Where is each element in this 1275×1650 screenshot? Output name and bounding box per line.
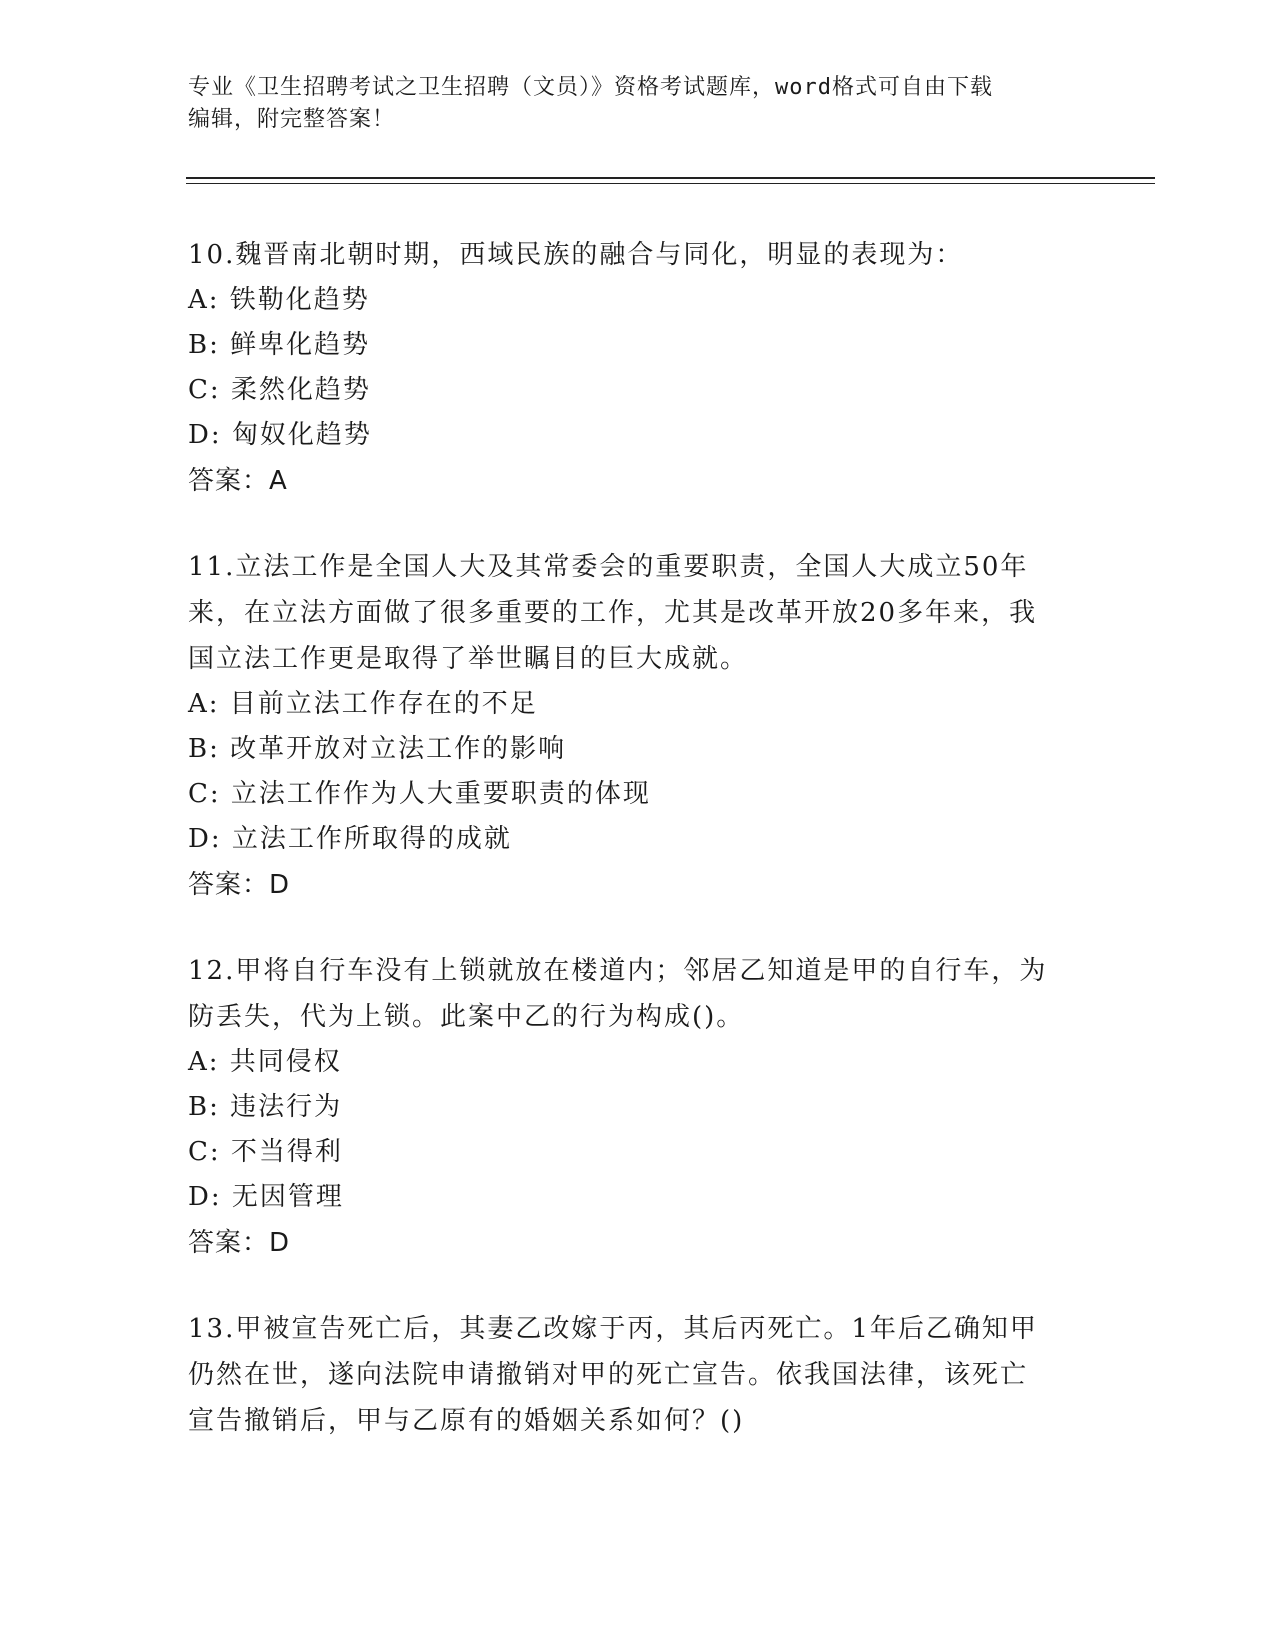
option-b: B: 违法行为 bbox=[188, 1092, 343, 1122]
answer: 答案：A bbox=[188, 466, 288, 496]
option-c: C: 立法工作作为人大重要职责的体现 bbox=[188, 779, 651, 809]
document-header bbox=[188, 72, 1088, 136]
question-stem-line: 宣告撤销后，甲与乙原有的婚姻关系如何？() bbox=[188, 1406, 745, 1436]
header-line-1: 专业《卫生招聘考试之卫生招聘（文员）》资格考试题库，word格式可自由下载 bbox=[188, 75, 993, 100]
option-a: A: 铁勒化趋势 bbox=[188, 285, 370, 315]
header-divider-thick bbox=[186, 177, 1155, 179]
question-10 bbox=[188, 232, 1078, 504]
question-stem-line: 仍然在世，遂向法院申请撤销对甲的死亡宣告。依我国法律，该死亡 bbox=[188, 1360, 1029, 1390]
question-stem-line: 国立法工作更是取得了举世瞩目的巨大成就。 bbox=[188, 644, 749, 674]
option-d: D: 匈奴化趋势 bbox=[188, 420, 372, 450]
option-d: D: 立法工作所取得的成就 bbox=[188, 824, 512, 854]
question-list bbox=[188, 232, 1078, 1484]
option-a: A: 共同侵权 bbox=[188, 1047, 342, 1077]
question-stem-line: 10.魏晋南北朝时期，西域民族的融合与同化，明显的表现为： bbox=[188, 240, 964, 270]
option-d: D: 无因管理 bbox=[188, 1182, 344, 1212]
question-stem-line: 11.立法工作是全国人大及其常委会的重要职责，全国人大成立50年 bbox=[188, 552, 1029, 582]
question-stem-line: 13.甲被宣告死亡后，其妻乙改嫁于丙，其后丙死亡。1年后乙确知甲 bbox=[188, 1314, 1038, 1344]
question-12 bbox=[188, 948, 1078, 1266]
option-a: A: 目前立法工作存在的不足 bbox=[188, 689, 538, 719]
option-c: C: 不当得利 bbox=[188, 1137, 343, 1167]
question-11 bbox=[188, 544, 1078, 908]
header-line-2: 编辑，附完整答案！ bbox=[188, 107, 396, 132]
header-divider-thin bbox=[186, 183, 1155, 184]
question-stem-line: 防丢失，代为上锁。此案中乙的行为构成()。 bbox=[188, 1002, 745, 1032]
question-stem-line: 来，在立法方面做了很多重要的工作，尤其是改革开放20多年来，我 bbox=[188, 598, 1038, 628]
question-stem-line: 12.甲将自行车没有上锁就放在楼道内；邻居乙知道是甲的自行车，为 bbox=[188, 956, 1048, 986]
option-b: B: 改革开放对立法工作的影响 bbox=[188, 734, 567, 764]
option-c: C: 柔然化趋势 bbox=[188, 375, 371, 405]
question-13 bbox=[188, 1306, 1078, 1444]
answer: 答案：D bbox=[188, 1228, 291, 1258]
answer: 答案：D bbox=[188, 870, 291, 900]
option-b: B: 鲜卑化趋势 bbox=[188, 330, 371, 360]
